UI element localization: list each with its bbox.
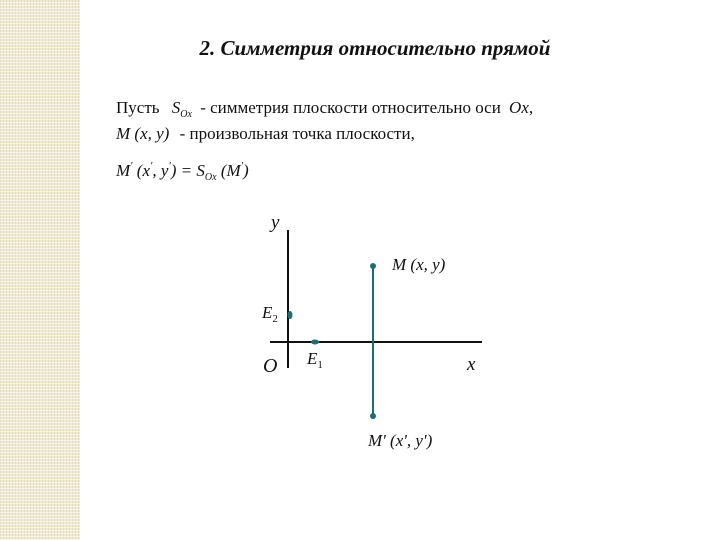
axis-comma: ,: [528, 98, 534, 117]
point-description: - произвольная точка плоскости,: [179, 124, 415, 143]
s-letter: S: [171, 98, 181, 117]
intro-word-let: Пусть: [116, 98, 160, 117]
arg-m: (M: [216, 161, 241, 180]
e2-label: [261, 303, 278, 325]
e1-label: [306, 349, 323, 371]
point-e1-marker: [311, 340, 319, 345]
symmetry-description: - симметрия плоскости относительно оси: [200, 98, 501, 117]
point-m-prime-marker: [370, 413, 376, 419]
point-m-label: M (x, y): [392, 255, 446, 274]
point-m-marker: [370, 263, 376, 269]
e2-subscript: 2: [272, 313, 278, 325]
prime-mark: ': [130, 160, 133, 172]
slide-title: 2. Симметрия относительно прямой: [199, 36, 551, 60]
x-axis-label: x: [467, 354, 476, 375]
m-prime-letter: M: [116, 161, 131, 180]
s-subscript: Ox: [180, 109, 192, 120]
axis-name: Ox: [509, 98, 529, 117]
prime-mark-y: ': [168, 160, 171, 172]
point-m-prime-label: M' (x', y'): [368, 431, 433, 450]
e1-letter: E: [307, 349, 318, 368]
prime-mark-arg: ': [240, 160, 244, 172]
open-x: (x: [132, 161, 150, 180]
s-letter-2: S: [196, 161, 205, 180]
comma-y: , y: [152, 161, 169, 180]
prime-mark-x: ': [150, 160, 153, 172]
y-axis-label: y: [271, 212, 280, 233]
arg-close: ): [243, 161, 249, 180]
e2-letter: E: [262, 303, 273, 322]
s-subscript-2: Ox: [204, 172, 217, 183]
point-m: M (x, y): [116, 124, 170, 143]
close-equals: ) =: [170, 161, 197, 180]
point-e2-marker: [288, 311, 293, 319]
e1-subscript: 1: [317, 359, 323, 371]
origin-label: O: [263, 355, 278, 377]
